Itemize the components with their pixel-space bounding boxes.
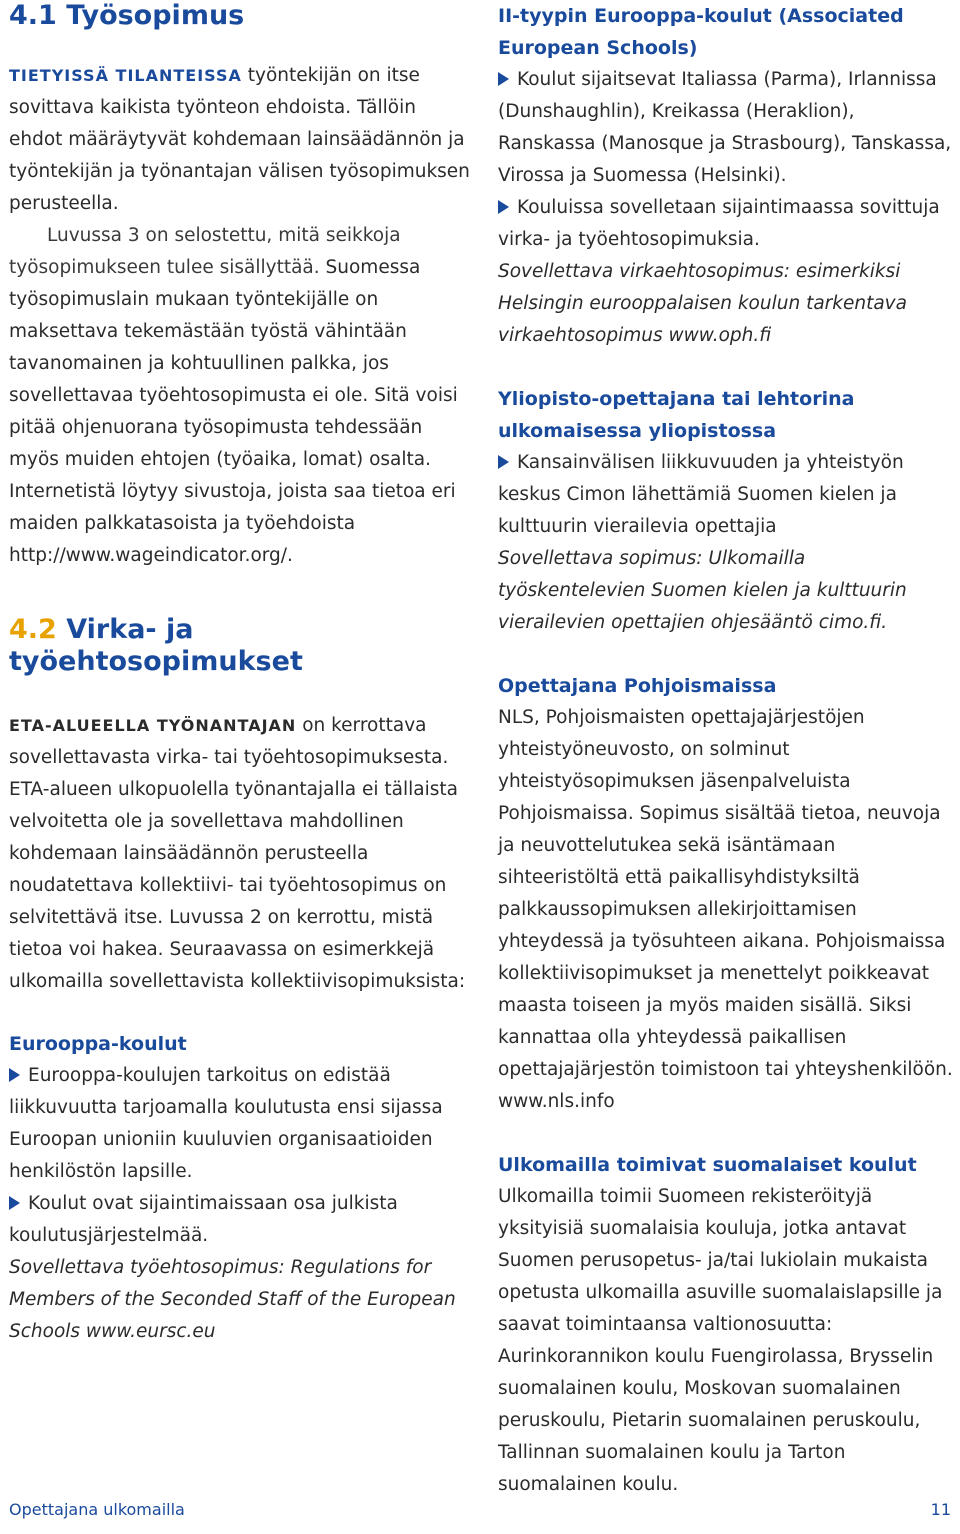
subheading-eurooppa-koulut: Eurooppa-koulut	[9, 1033, 187, 1055]
paragraph-body	[9, 220, 471, 572]
list-item	[498, 192, 953, 256]
subheading-pohjoismaat: Opettajana Pohjoismaissa	[498, 675, 777, 697]
paragraph-lead: ETA-ALUEELLA TYÖNANTAJAN	[9, 716, 297, 735]
list-item-text: Kansainvälisen liikkuvuuden ja yhteistyön keskus Cimon lähettämiä Suomen kielen ja kulttuurin vierailevia opettajia	[498, 452, 904, 537]
list-item	[498, 64, 953, 192]
section-title: Työsopimus	[66, 0, 245, 31]
triangle-bullet-icon	[9, 1196, 20, 1210]
page-number: 11	[930, 1500, 951, 1519]
subheading-yliopisto: Yliopisto-opettajana tai lehtorina ulkomaisessa yliopistossa	[498, 388, 855, 442]
list-item	[9, 1060, 471, 1188]
list-item-text: Kouluissa sovelletaan sijaintimaassa sovittuja virka- ja työehtosopimuksia.	[498, 197, 940, 250]
section-number: 4.2	[9, 614, 57, 645]
subheading-suomalaiset-koulut: Ulkomailla toimivat suomalaiset koulut	[498, 1154, 917, 1176]
section-4-1-heading	[9, 0, 471, 32]
triangle-bullet-icon	[498, 72, 509, 86]
list-item-text: Eurooppa-koulujen tarkoitus on edistää liikkuvuutta tarjoamalla koulutusta ensi sijassa Euroopan unioniin kuuluvien organisaatioiden henkilöstön lapsille.	[9, 1065, 443, 1182]
agreement-reference: Sovellettava työehtosopimus: Regulations for Members of the Seconded Staff of the European Schools www.eursc.eu	[9, 1257, 456, 1342]
paragraph-schools: Ulkomailla toimii Suomeen rekisteröityjä yksityisiä suomalaisia kouluja, jotka antavat Suomen perusopetus- ja/tai lukiolain mukaista opetusta ulkomailla asuville suomalaislapsille ja saavat toimintaansa valtionosuutta: Aurinkorannikon koulu Fuengirolassa, Brysselin suomalainen koulu, Moskovan suomalainen peruskoulu, Pietarin suomalainen peruskoulu, Tallinnan suomalainen koulu ja Tarton suomalainen koulu.	[498, 1186, 943, 1495]
left-column	[9, 0, 471, 1348]
agreement-reference: Sovellettava sopimus: Ulkomailla työskentelevien Suomen kielen ja kulttuurin vierailevien opettajien ohjesääntö cimo.fi.	[498, 548, 907, 633]
footer-title: Opettajana ulkomailla	[9, 1500, 185, 1519]
paragraph-eta	[9, 710, 471, 998]
paragraph-text-b: Suomessa työsopimuslain mukaan työntekijälle on maksettava tekemästään työstä vähintään tavanomainen ja kohtuullinen palkka, jos sovellettavaa työehtosopimusta ei ole. Sitä voisi pitää ohjenuorana työsopimusta tehdessään myös muiden ehtojen (työaika, lomat) osalta. Internetistä löytyy sivustoja, joista saa tietoa eri maiden palkkatasoista ja työehdoista http://www.wageindicator.org/.	[9, 257, 458, 566]
right-column	[498, 0, 953, 1501]
subheading-associated-schools: II-tyypin Eurooppa-koulut (Associated European Schools)	[498, 5, 904, 59]
paragraph-text-a: Luvussa 3 on selostettu, mitä seikkoja työsopimukseen tulee sisällyttää.	[9, 225, 401, 278]
triangle-bullet-icon	[9, 1068, 20, 1082]
list-item	[9, 1188, 471, 1252]
section-4-2-heading	[9, 614, 471, 678]
agreement-reference: Sovellettava virkaehtosopimus: esimerkiksi Helsingin eurooppalaisen koulun tarkentava virkaehtosopimus www.oph.fi	[498, 261, 907, 346]
section-number: 4.1	[9, 0, 57, 31]
triangle-bullet-icon	[498, 455, 509, 469]
section-title: Virka- ja työehtosopimukset	[9, 614, 303, 677]
paragraph-text: työntekijän on itse sovittava kaikista työnteon ehdoista. Tällöin ehdot määräytyvät kohdemaan lainsäädännön ja työntekijän ja työnantajan välisen työsopimuksen perusteella.	[9, 65, 470, 214]
list-item	[498, 447, 953, 543]
paragraph-text: on kerrottava sovellettavasta virka- tai työehtosopimuksesta. ETA-alueen ulkopuolella työnantajalla ei tällaista velvoitetta ole ja sovellettava mahdollinen kohdemaan lainsäädännön perusteella noudatettava kollektiivi- tai työehtosopimus on selvitettävä itse. Luvussa 2 on kerrottu, mistä tietoa voi hakea. Seuraavassa on esimerkkejä ulkomailla sovellettavista kollektiivisopimuksista:	[9, 715, 466, 992]
list-item-text: Koulut ovat sijaintimaissaan osa julkista koulutusjärjestelmää.	[9, 1193, 398, 1246]
paragraph-intro	[9, 60, 471, 220]
list-item-text: Koulut sijaitsevat Italiassa (Parma), Irlannissa (Dunshaughlin), Kreikassa (Heraklion), Ranskassa (Manosque ja Strasbourg), Tanskassa, Virossa ja Suomessa (Helsinki).	[498, 69, 952, 186]
triangle-bullet-icon	[498, 200, 509, 214]
paragraph-lead: TIETYISSÄ TILANTEISSA	[9, 66, 242, 85]
paragraph-nls: NLS, Pohjoismaisten opettajajärjestöjen yhteistyöneuvosto, on solminut yhteistyösopimuksen jäsenpalveluista Pohjoismaissa. Sopimus sisältää tietoa, neuvoja ja neuvottelutukea sekä isäntämaan sihteeristöltä että paikallisyhdistyksiltä palkkaussopimuksen allekirjoittamisen yhteydessä ja työsuhteen aikana. Pohjoismaissa kollektiivisopimukset ja menettelyt poikkeavat maasta toiseen ja myös maiden sisällä. Siksi kannattaa olla yhteydessä paikallisen opettajajärjestön toimistoon tai yhteyshenkilöön. www.nls.info	[498, 707, 953, 1112]
